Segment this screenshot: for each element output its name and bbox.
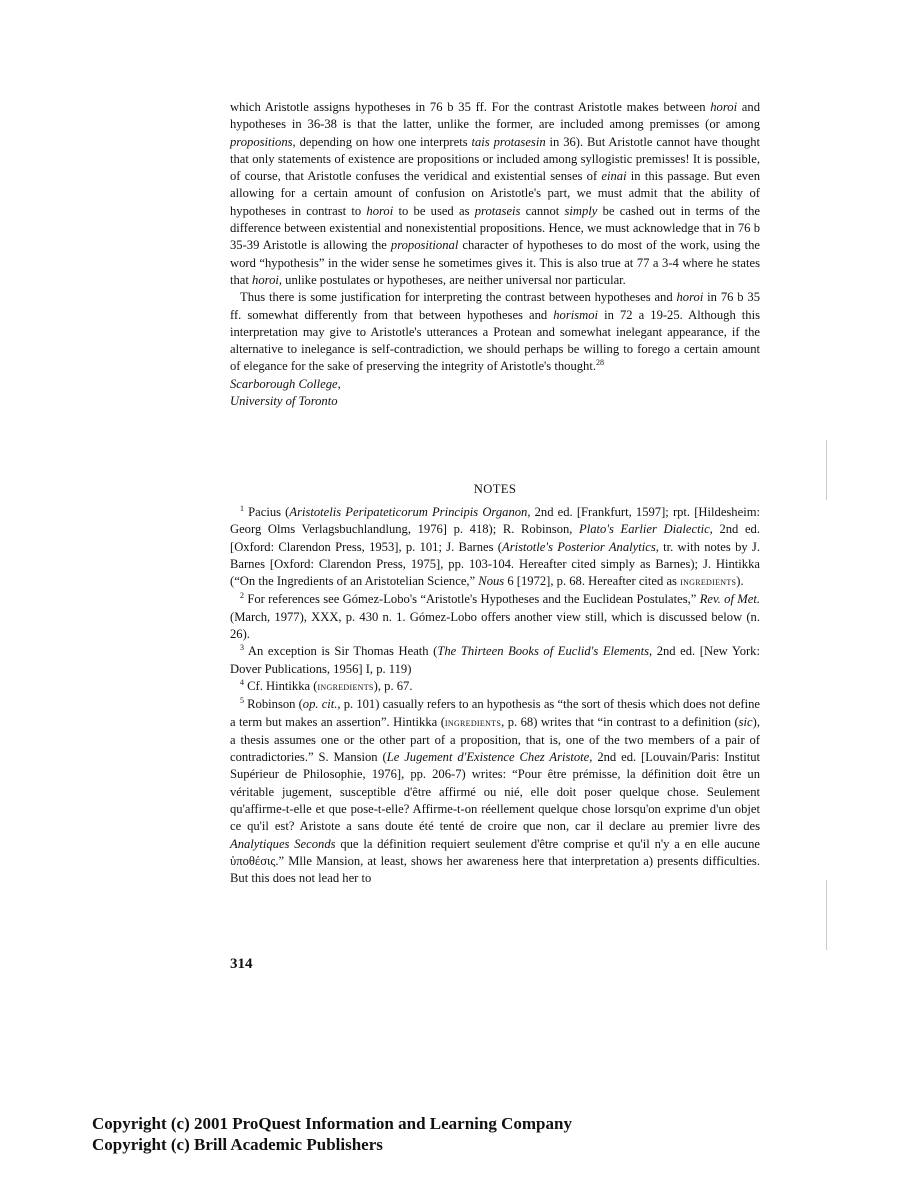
small-caps-text: ingredients	[444, 716, 502, 729]
text-run: 2nd ed. [Louvain/Paris: Institut Supérieur de Philosophie, 1976], pp. 206-7) writes: “Pour être prémisse, la définition doit être un véritable jugement, susceptible d'être affirmé ou nié, elle doit poser quelque chose. Seulement qu'affirme-t-elle et que pose-t-elle? Affirme-t-on réellement quelque chose lorsqu'on exprime d'un objet ce qu'il est? Aristote a sans doute été tenté de croire que non, car il declare au premier livre des	[230, 750, 760, 834]
copyright-line-brill: Copyright (c) Brill Academic Publishers	[92, 1135, 383, 1154]
text-run: For references see Gómez-Lobo's “Aristotle's Hypotheses and the Euclidean Postulates,”	[244, 592, 700, 607]
italic-text: horoi	[710, 100, 738, 114]
text-run: Robinson (	[244, 697, 303, 712]
text-run: ).	[736, 574, 744, 589]
text-run: ), p. 67.	[373, 678, 413, 693]
italic-text: The Thirteen Books of Euclid's Elements,	[437, 644, 653, 659]
scan-margin-mark	[826, 880, 827, 950]
text-run: character of hypotheses to do most of the work, using the word “hypothesis” in the wider sense he sometimes gives it. This is also true at 77 a 3-4 where he states that	[230, 238, 761, 287]
italic-text: op. cit.,	[302, 697, 341, 712]
italic-text: einai	[601, 169, 627, 184]
text-run: in 36). But Aristotle cannot have thought that only statements of existence are propositions or included among syllogistic premisses! It is possible, of course, that Aristotle confuses the veridical and existential senses of	[230, 134, 761, 184]
text-run: which Aristotle assigns hypotheses in 76 b 35 ff. For the contrast Aristotle makes between	[230, 100, 711, 114]
italic-text: Nous	[478, 574, 505, 589]
text-run: Thus there is some justification for interpreting the contrast between hypotheses and	[240, 290, 677, 305]
text-run: in 76 b 35 ff. somewhat differently from that between hypotheses and	[230, 290, 761, 322]
italic-text: horoi,	[252, 272, 283, 287]
note-4	[230, 678, 760, 696]
text-run: 2nd ed. [Frankfurt, 1597]; rpt. [Hildesheim: Georg Olms Verlagsbuchlandlung, 1976] p. 418); R. Robinson,	[230, 505, 760, 537]
text-run: to be used as	[393, 203, 475, 218]
note-number: 5	[240, 696, 244, 706]
text-run: depending on how one interprets	[295, 134, 472, 149]
note-number: 28	[595, 358, 604, 368]
text-run: and hypotheses in 36-38 is that the latter, unlike the former, are included among premisses (or among	[230, 100, 760, 132]
text-run: p. 101) casually refers to an hypothesis as “the sort of thesis which does not define a term but makes an assertion”. Hintikka (	[230, 697, 760, 729]
note-number: 1	[240, 503, 244, 513]
note-number: 2	[240, 591, 244, 601]
small-caps-text: ingredients	[680, 576, 737, 589]
text-run: in this passage. But even allowing for a certain amount of confusion on Aristotle's part, we must admit that the ability of hypotheses in contrast to	[230, 169, 760, 218]
text-run: in 72 a 19-25. Although this interpretation may give to Aristotle's utterances a Protean and somewhat inelegant appearance, if the alternative to inelegance is self-contradiction, we should perhaps be willing to forego a certain amount of elegance for the sake of preserving the integrity of Aristotle's thought.	[230, 307, 760, 374]
italic-text: tais protasesin	[471, 134, 546, 149]
italic-text: horoi	[366, 203, 394, 218]
text-run: 6 [1972], p. 68. Hereafter cited as	[504, 574, 681, 589]
text-run: (March, 1977), XXX, p. 430 n. 1. Gómez-Lobo offers another view still, which is discussed below (n. 26).	[230, 609, 760, 642]
italic-text: Analytiques Seconds	[230, 836, 336, 851]
italic-text: Le Jugement d'Existence Chez Aristote,	[386, 750, 593, 765]
text-run: 2nd ed. [New York: Dover Publications, 1956] I, p. 119)	[230, 644, 760, 676]
main-text	[230, 99, 760, 410]
note-number: 3	[240, 643, 244, 653]
affiliation-college: Scarborough College,	[230, 376, 341, 391]
note-2	[230, 591, 760, 643]
text-run: be cashed out in terms of the difference between existential and nonexistential propositions. Hence, we must acknowledge that in 76 b 35-39 Aristotle is allowing the	[230, 203, 760, 253]
small-caps-text: ingredients	[317, 680, 374, 693]
italic-text: horoi	[676, 290, 704, 305]
note-5	[230, 696, 760, 887]
text-run: unlike postulates or hypotheses, are neither universal nor particular.	[282, 272, 626, 287]
copyright-line-proquest: Copyright (c) 2001 ProQuest Information and Learning Company	[92, 1114, 572, 1133]
text-run: ), a thesis assumes one or the other part of a proposition, that is, one of the two members of a pair of contradictories.” S. Mansion (	[230, 714, 760, 765]
italic-text: protaseis	[474, 203, 521, 218]
italic-text: Aristotelis Peripateticorum Principis Organon,	[289, 505, 531, 519]
text-run: Cf. Hintikka (	[244, 678, 318, 693]
italic-text: sic	[738, 714, 753, 729]
italic-text: simply	[564, 203, 598, 218]
text-run: que la définition requiert seulement d'être comprise et qu'il n'y a en elle aucune ὑποθέσις.” Mlle Mansion, at least, shows her awareness here that interpretation a) presents difficulties. But this does not lead her to	[230, 836, 760, 886]
italic-text: Rev. of Met.	[699, 592, 761, 607]
italic-text: Plato's Earlier Dialectic,	[579, 522, 713, 537]
text-run: tr. with notes by J. Barnes [Oxford: Clarendon Press, 1975], pp. 103-104. Hereafter cited simply as Barnes); J. Hintikka (“On the Ingredients of an Aristotelian Science,”	[230, 539, 760, 589]
body-paragraph-2	[230, 289, 760, 375]
note-3	[230, 643, 760, 678]
italic-text: propositions,	[230, 134, 296, 149]
italic-text: propositional	[390, 238, 459, 253]
text-run: Pacius (	[244, 505, 290, 519]
affiliation-university: University of Toronto	[230, 394, 338, 409]
notes-heading: NOTES	[473, 482, 517, 496]
note-1	[230, 504, 760, 591]
copyright-notice	[92, 1113, 572, 1155]
text-run: , p. 68) writes that “in contrast to a definition (	[501, 714, 739, 729]
note-number: 4	[240, 677, 244, 687]
body-paragraph-1	[230, 99, 760, 289]
notes-section	[230, 504, 760, 888]
italic-text: Aristotle's Posterior Analytics,	[502, 539, 659, 554]
scan-margin-mark	[826, 440, 827, 500]
text-run: 2nd ed. [Oxford: Clarendon Press, 1953], p. 101; J. Barnes (	[230, 522, 760, 554]
text-run: cannot	[520, 203, 565, 218]
page-number: 314	[230, 956, 253, 972]
text-run: An exception is Sir Thomas Heath (	[244, 644, 438, 659]
italic-text: horismoi	[553, 307, 599, 322]
